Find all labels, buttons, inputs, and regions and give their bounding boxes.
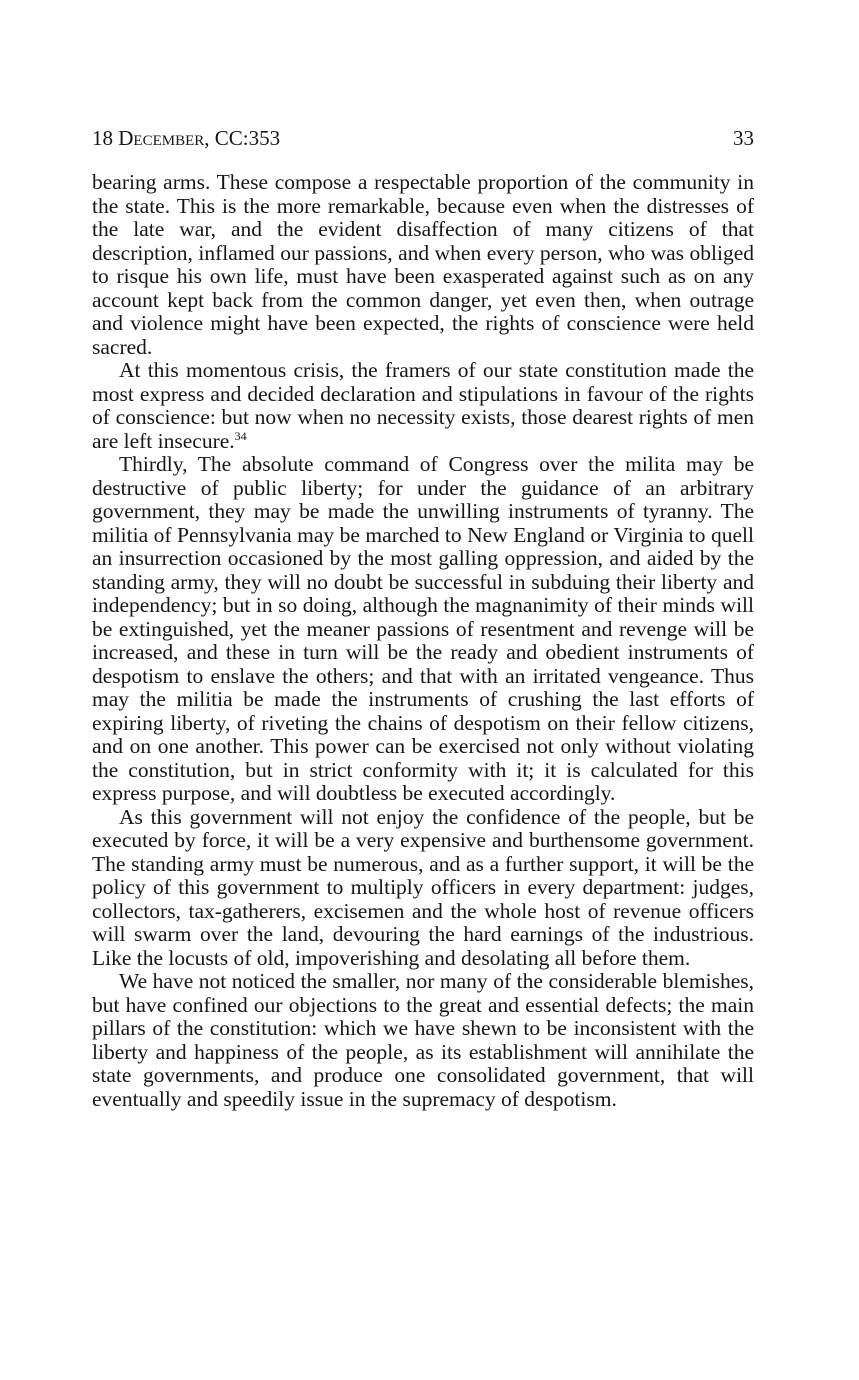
- paragraph-2-text: At this momentous crisis, the framers of our state constitution made the most express and decided declaration and stipulations in favour of the rights of conscience: but now when no necessity exists, those dearest rights of men are left insecure.: [92, 358, 754, 453]
- running-head: [92, 124, 754, 152]
- paragraph-5: We have not noticed the smaller, nor many of the considerable blemishes, but have confined our objections to the great and essential defects; the main pillars of the constitution: which we have shewn to be inconsistent with the liberty and happiness of the people, as its establishment will annihilate the state governments, and produce one consolidated government, that will eventually and speedily issue in the supremacy of despotism.: [92, 969, 754, 1111]
- page-number: 33: [733, 126, 754, 150]
- paragraph-2: [92, 359, 754, 453]
- body-text: [92, 171, 754, 1111]
- date-day: 18: [92, 126, 113, 150]
- footnote-marker: 34: [234, 428, 247, 443]
- paragraph-1: bearing arms. These compose a respectable proportion of the community in the state. This is the more remarkable, because even when the distresses of the late war, and the evident disaffection of many citizens of that description, inflamed our passions, and when every person, who was obliged to risque his own life, must have been exasperated against such as on any account kept back from the common danger, yet even then, when outrage and violence might have been expected, the rights of conscience were held sacred.: [92, 170, 754, 359]
- document-reference: , CC:353: [204, 126, 281, 150]
- running-head-date: [92, 124, 280, 152]
- date-month: December: [118, 126, 205, 150]
- paragraph-3: Thirdly, The absolute command of Congress over the milita may be destructive of public liberty; for under the guidance of an arbitrary government, they may be made the unwilling instruments of tyranny. The militia of Pennsylvania may be marched to New England or Virginia to quell an insurrection occasioned by the most galling oppression, and aided by the standing army, they will no doubt be successful in subduing their liberty and independency; but in so doing, although the magnanimity of their minds will be extinguished, yet the meaner passions of resentment and revenge will be increased, and these in turn will be the ready and obedient instruments of despotism to enslave the others; and that with an irritated vengeance. Thus may the militia be made the instruments of crushing the last efforts of expiring liberty, of riveting the chains of despotism on their fellow citizens, and on one another. This power can be exercised not only without violating the constitution, but in strict conformity with it; it is calculated for this express purpose, and will doubtless be executed accordingly.: [92, 452, 754, 805]
- paragraph-4: As this government will not enjoy the confidence of the people, but be executed by force, it will be a very expensive and burthensome government. The standing army must be numerous, and as a further support, it will be the policy of this government to multiply officers in every department: judges, collectors, tax-gatherers, excisemen and the whole host of revenue officers will swarm over the land, devouring the hard earnings of the industrious. Like the locusts of old, impoverishing and desolating all before them.: [92, 804, 754, 970]
